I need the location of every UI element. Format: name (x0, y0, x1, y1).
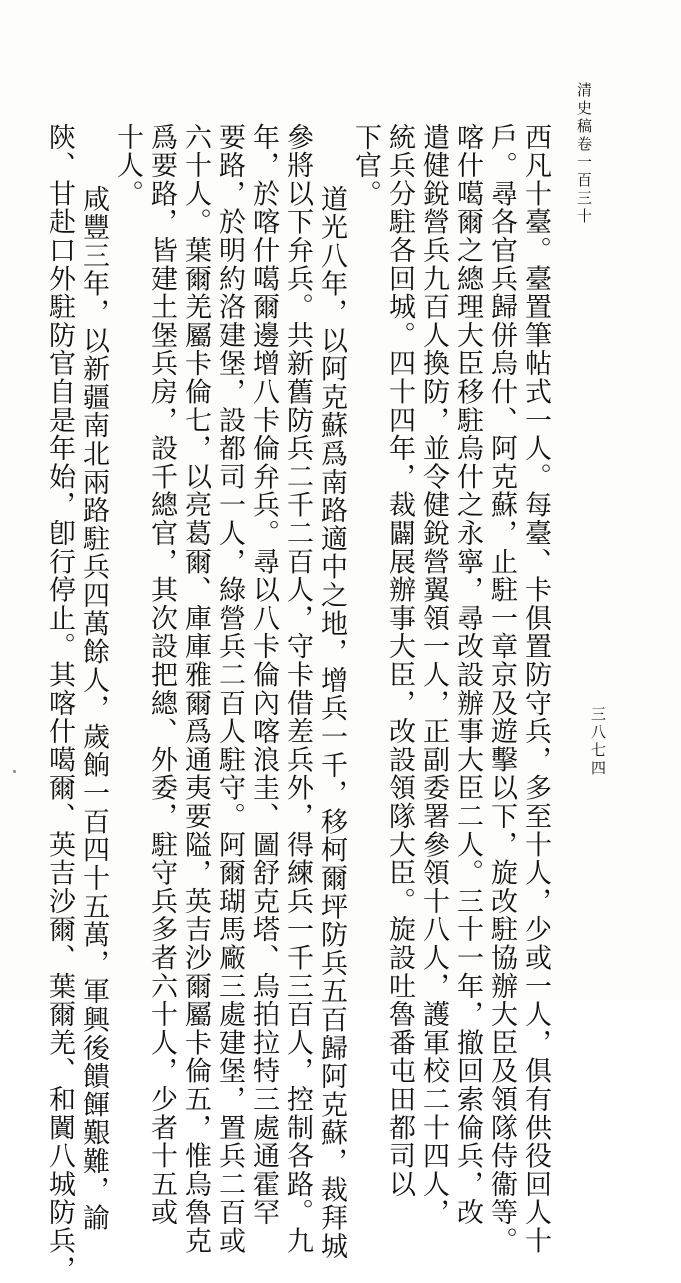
text-column-7: 道光八年，以阿克蘇爲南路適中之地，增兵一千，移柯爾坪防兵五百歸阿克蘇，裁拜城 (316, 185, 347, 1261)
text-column-1: 西凡十臺。臺置筆帖式一人。每臺、卡俱置防守兵，多至十人，少或一人，俱有供役回人十 (520, 123, 551, 1255)
text-column-15: 陝、甘赴口外駐防官自是年始，卽行停止。其喀什噶爾、英吉沙爾、葉爾羌、和闐八城防兵， (44, 123, 75, 1283)
text-column-10: 要路，於明約洛建堡，設都司一人，綠營兵二百人駐守。阿爾瑚馬廠三處建堡，置兵二百或 (214, 123, 245, 1255)
running-header-title: 清史稿卷一百三十 (575, 82, 593, 226)
text-column-12: 爲要路，皆建土堡兵房，設千總官，其次設把總、外委，駐守兵多者六十人，少者十五或 (146, 123, 177, 1227)
text-column-9: 年，於喀什噶爾邊增八卡倫弁兵。尋以八卡倫內喀浪圭、圖舒克塔、烏拍拉特三處通霍罕 (248, 123, 279, 1227)
text-column-11: 六十人。葉爾羌屬卡倫七，以亮葛爾、庫庫雅爾爲通夷要隘，英吉沙爾屬卡倫五，惟烏魯克 (180, 123, 211, 1255)
page-number: 三八七四 (589, 706, 607, 778)
scan-speck (13, 770, 16, 773)
text-column-3: 喀什噶爾之總理大臣移駐烏什之永寧，尋改設辦事大臣二人。三十一年，撤回索倫兵，改 (452, 123, 483, 1227)
text-column-8: 參將以下弁兵。共新舊防兵二千二百人，守卡借差兵外，得練兵一千三百人，控制各路。九 (282, 123, 313, 1255)
text-column-14: 咸豐三年，以新疆南北兩路駐兵四萬餘人，歲餉一百四十五萬，軍興後饋餫艱難，諭 (78, 185, 109, 1233)
text-column-6: 下官。 (350, 123, 381, 208)
text-column-5: 統兵分駐各回城。四十四年，裁闢展辦事大臣，改設領隊大臣。旋設吐魯番屯田都司以 (384, 123, 415, 1199)
text-column-13: 十人。 (112, 123, 143, 208)
text-column-2: 戶。尋各官兵歸併烏什、阿克蘇，止駐一章京及遊擊以下，旋改駐協辦大臣及領隊侍衞等。 (486, 123, 517, 1255)
text-column-4: 遣健銳營兵九百人換防，並令健銳營翼領一人，正副委署參領十八人，護軍校二十四人， (418, 123, 449, 1227)
